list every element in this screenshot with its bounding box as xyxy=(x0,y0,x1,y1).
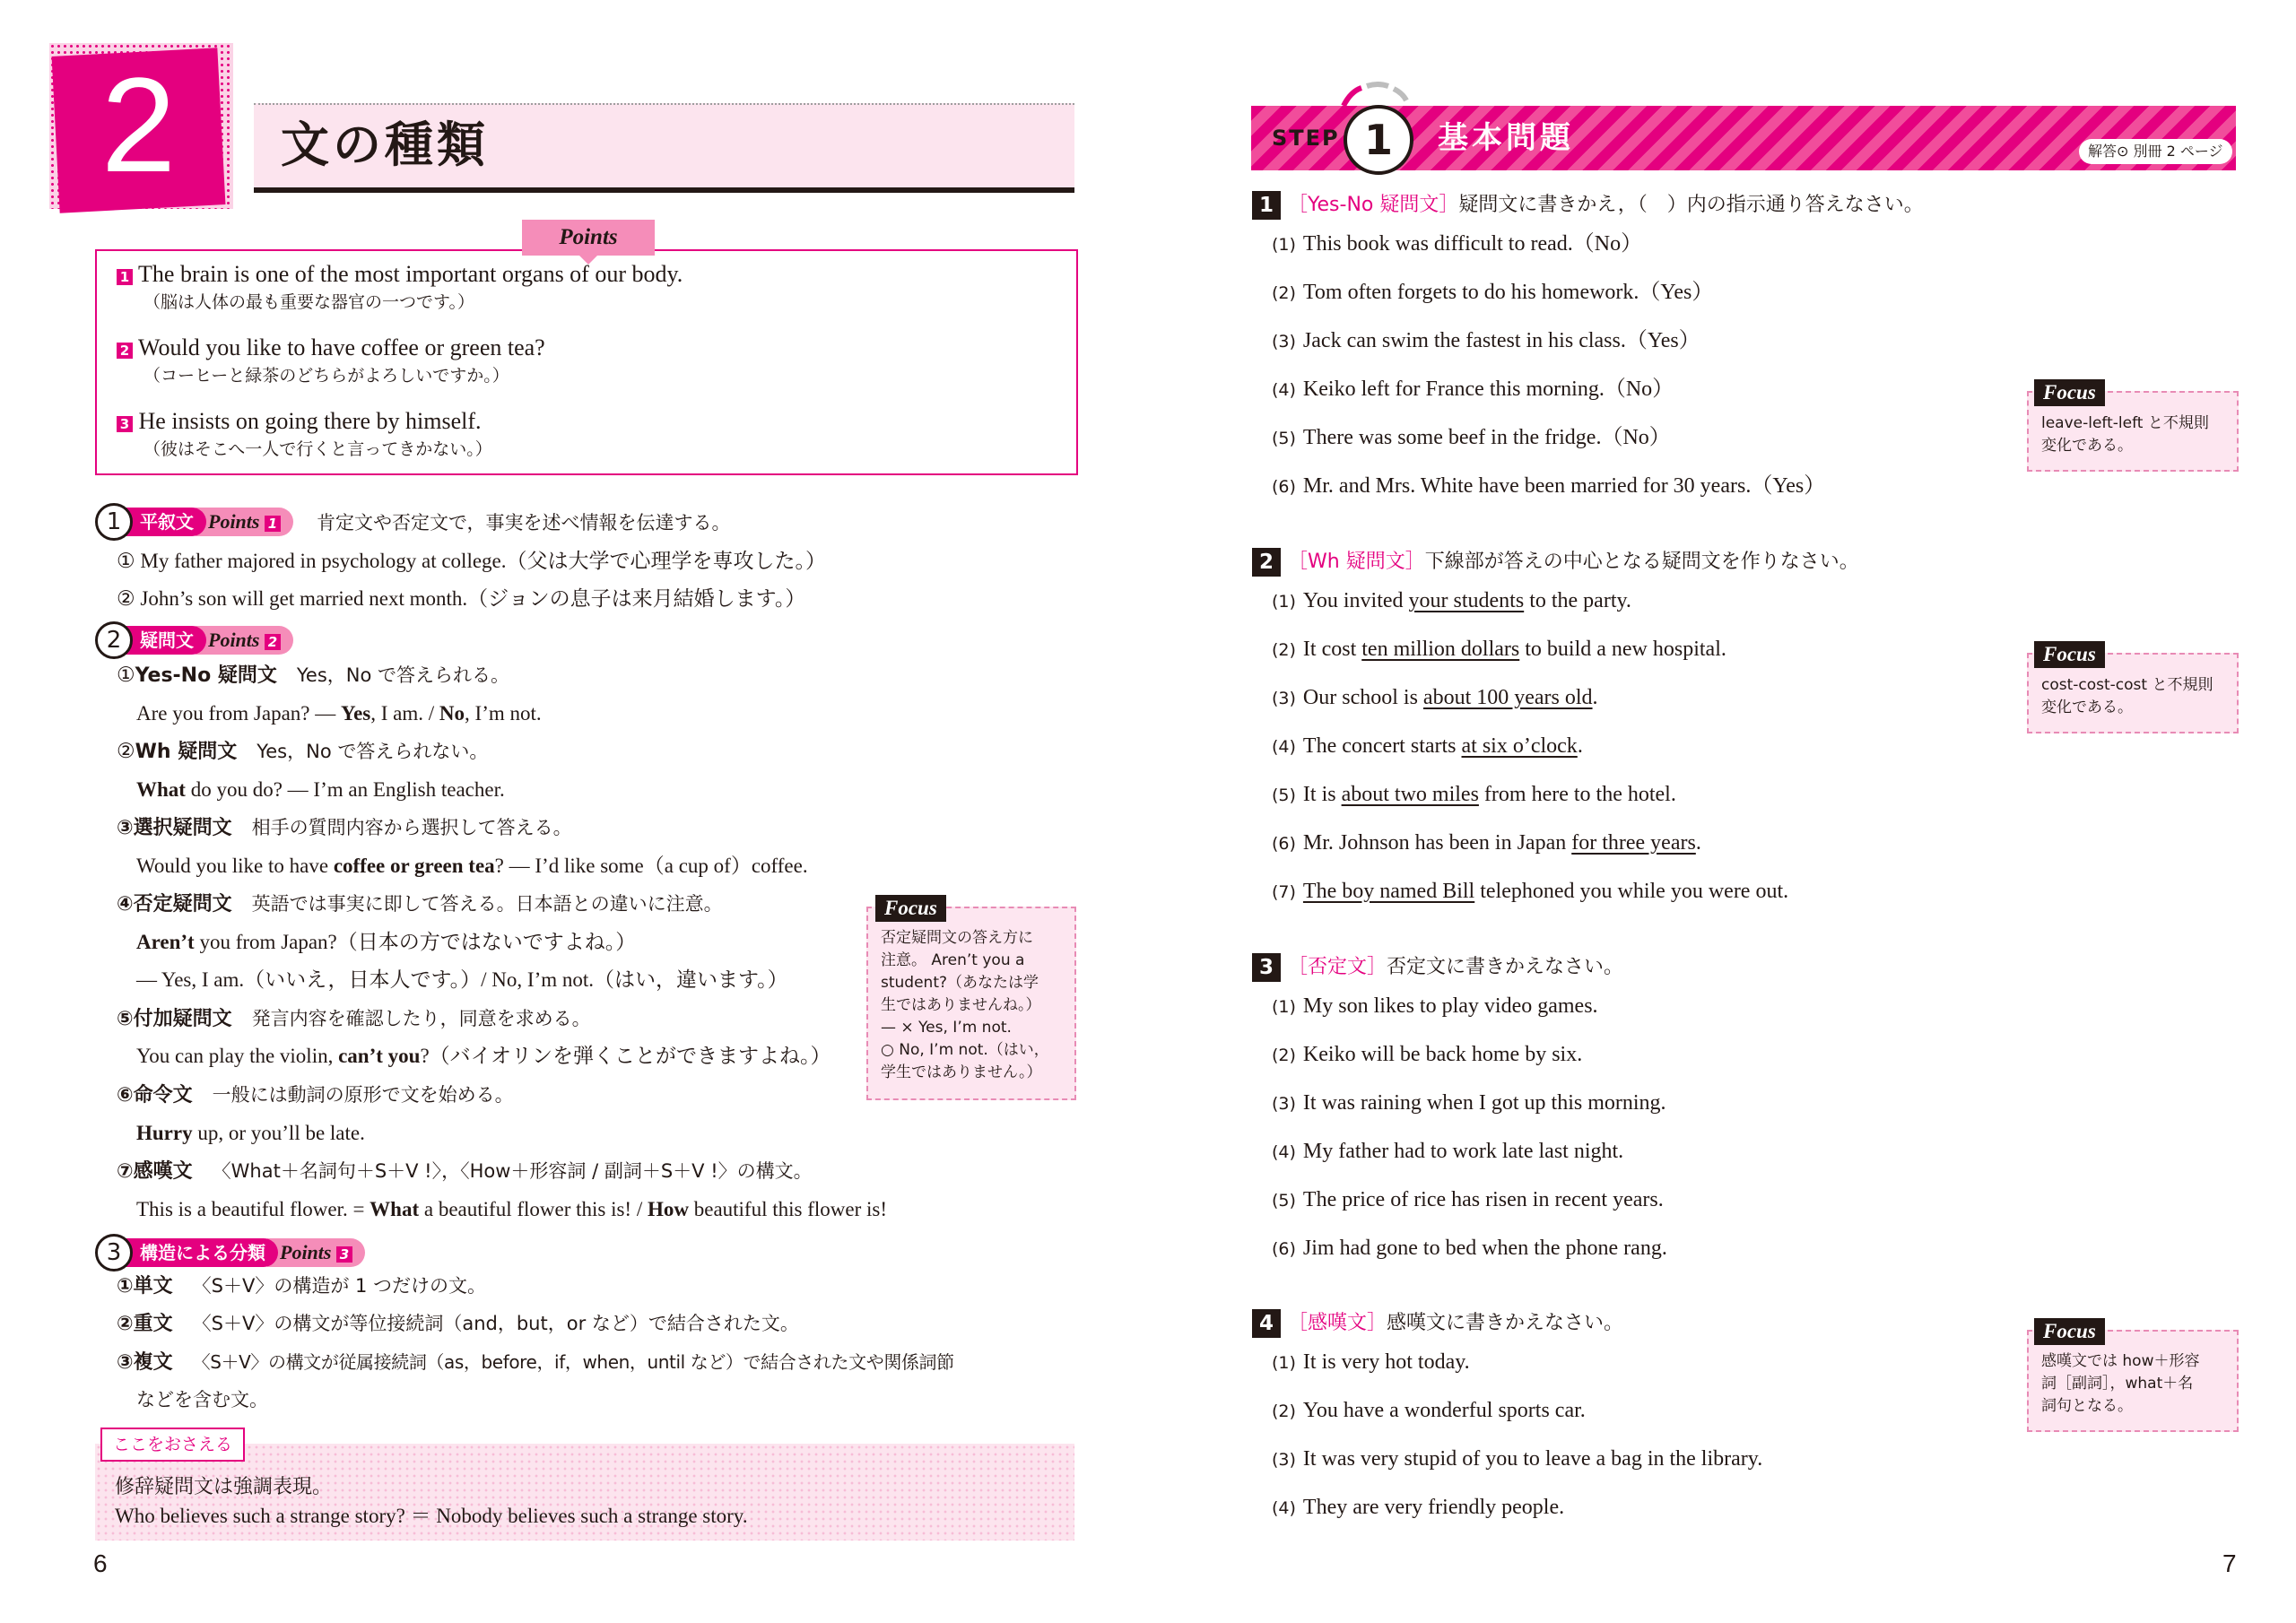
question-1-header xyxy=(1252,191,1924,220)
point-number: 3 xyxy=(117,416,133,432)
question-item: (3) It was raining when I got up this morning. xyxy=(1272,1091,1666,1115)
question-item: (5) The price of rice has risen in recent years. xyxy=(1272,1188,1664,1211)
question-item: (4) They are very friendly people. xyxy=(1272,1496,1565,1519)
key-point-line-2: Who believes such a strange story? ＝ Nobody believes such a strange story. xyxy=(115,1505,748,1527)
question-instruction: 疑問文に書きかえ，（ ）内の指示通り答えなさい。 xyxy=(1458,194,1924,216)
section-1-example-1: ① My father majored in psychology at college.（父は大学で心理学を専攻した。） xyxy=(117,550,826,572)
section-number: 1 xyxy=(95,503,133,541)
section-description: 肯定文や否定文で，事実を述べ情報を伝達する。 xyxy=(316,512,731,534)
point-3 xyxy=(117,406,492,462)
complex-sentence: ③複文 〈S＋V〉の構文が従属接続詞（as，before，if，when，until など）で結合された文や関係詞節 xyxy=(117,1351,954,1374)
section-label: 疑問文 xyxy=(117,626,206,655)
imperative-head: ⑥命令文 一般には動詞の原形で文を始める。 xyxy=(117,1084,514,1107)
question-number: 1 xyxy=(1252,191,1281,220)
question-item: (1) My son likes to play video games. xyxy=(1272,994,1598,1018)
question-item: (4) My father had to work late last night. xyxy=(1272,1140,1624,1163)
section-points-ref: Points 3 xyxy=(267,1238,365,1267)
question-item: (3) Jack can swim the fastest in his class.（Yes） xyxy=(1272,329,1700,352)
step-label: STEP xyxy=(1272,126,1340,151)
question-instruction: 感嘆文に書きかえなさい。 xyxy=(1387,1312,1624,1334)
complex-sentence-cont: などを含む文。 xyxy=(136,1389,268,1410)
question-item: (5) There was some beef in the fridge.（No） xyxy=(1272,426,1671,449)
question-4-header xyxy=(1252,1309,1623,1338)
tag-question-head: ⑤付加疑問文 発言内容を確認したり，同意を求める。 xyxy=(117,1008,591,1030)
question-item: (1) This book was difficult to read.（No） xyxy=(1272,232,1643,256)
step-title: 基本問題 xyxy=(1438,120,1574,156)
exclamatory-example: This is a beautiful flower. = What a beautiful flower this is! / How beautiful this flower is! xyxy=(136,1198,887,1220)
question-item: (4) Keiko left for France this morning.（No） xyxy=(1272,378,1674,401)
question-item: (2) You have a wonderful sports car. xyxy=(1272,1399,1586,1422)
section-points-ref: Points 1 xyxy=(196,508,293,536)
exclamatory-head: ⑦感嘆文 〈What＋名詞句＋S＋V !〉，〈How＋形容詞 / 副詞＋S＋V !〉の構文。 xyxy=(117,1160,813,1183)
wh-question-example: What do you do? — I’m an English teacher. xyxy=(136,778,505,801)
question-item: (3) It was very stupid of you to leave a bag in the library. xyxy=(1272,1447,1763,1471)
focus-label: Focus xyxy=(2034,1318,2105,1345)
step-number: 1 xyxy=(1344,105,1413,175)
question-item: (1) You invited your students to the party. xyxy=(1272,589,1631,612)
page-number-right: 7 xyxy=(2222,1549,2237,1577)
question-instruction: 否定文に書きかえなさい。 xyxy=(1387,956,1624,978)
simple-sentence: ①単文 〈S＋V〉の構造が 1 つだけの文。 xyxy=(117,1275,487,1298)
focus-text: 感嘆文では how＋形容 詞［副詞］，what＋名 詞句となる。 xyxy=(2041,1352,2200,1415)
question-item: (2) Tom often forgets to do his homework.（Yes） xyxy=(1272,281,1714,304)
yes-no-question-example: Are you from Japan? — Yes, I am. / No, I’m not. xyxy=(136,702,542,725)
section-1-header xyxy=(95,503,731,541)
question-tag: ［Wh 疑問文］ xyxy=(1288,551,1425,573)
focus-text: leave-left-left と不規則 変化である。 xyxy=(2041,414,2209,455)
question-number: 4 xyxy=(1252,1309,1281,1338)
question-number: 2 xyxy=(1252,548,1281,577)
focus-label: Focus xyxy=(2034,641,2105,668)
yes-no-question-head: ①Yes-No 疑問文 Yes，No で答えられる。 xyxy=(117,664,510,687)
point-english: He insists on going there by himself. xyxy=(138,408,482,434)
question-item: (6) Jim had gone to bed when the phone rang. xyxy=(1272,1237,1667,1260)
point-japanese: （脳は人体の最も重要な器官の一つです。） xyxy=(144,292,474,312)
question-item: (2) It cost ten million dollars to build a new hospital. xyxy=(1272,638,1726,661)
negative-question-head: ④否定疑問文 英語では事実に即して答える。日本語との違いに注意。 xyxy=(117,893,723,916)
question-item: (6) Mr. and Mrs. White have been married for 30 years.（Yes） xyxy=(1272,474,1826,498)
chapter-number: 2 xyxy=(100,49,177,200)
point-2 xyxy=(117,333,545,388)
negative-question-example-1: Aren’t you from Japan?（日本の方ではないですよね。） xyxy=(136,931,637,953)
question-item: (1) It is very hot today. xyxy=(1272,1350,1470,1374)
point-japanese: （コーヒーと緑茶のどちらがよろしいですか。） xyxy=(144,366,509,386)
question-item: (7) The boy named Bill telephoned you while you were out. xyxy=(1272,880,1789,903)
section-number: 3 xyxy=(95,1234,133,1271)
key-point-label: ここをおさえる xyxy=(100,1428,245,1462)
question-item: (5) It is about two miles from here to the hotel. xyxy=(1272,783,1676,806)
question-3-header xyxy=(1252,953,1623,982)
question-2-header xyxy=(1252,548,1859,577)
section-3-header xyxy=(95,1234,365,1271)
point-japanese: （彼はそこへ一人で行くと言ってきかない。） xyxy=(144,439,492,459)
question-number: 3 xyxy=(1252,953,1281,982)
focus-label: Focus xyxy=(875,895,946,922)
points-label: Points xyxy=(522,220,655,256)
alternative-question-example: Would you like to have coffee or green tea? — I’d like some（a cup of）coffee. xyxy=(136,855,808,877)
question-tag: ［否定文］ xyxy=(1288,956,1387,978)
question-instruction: 下線部が答えの中心となる疑問文を作りなさい。 xyxy=(1424,551,1859,573)
point-1 xyxy=(117,259,683,315)
section-label: 構造による分類 xyxy=(117,1238,278,1267)
focus-text: cost-cost-cost と不規則 変化である。 xyxy=(2041,676,2213,716)
compound-sentence: ②重文 〈S＋V〉の構文が等位接続詞（and，but，or など）で結合された文。 xyxy=(117,1313,799,1335)
point-number: 1 xyxy=(117,269,133,285)
negative-question-example-2: — Yes, I am.（いいえ，日本人です。）/ No, I’m not.（はい，違います。） xyxy=(136,968,788,991)
point-english: Would you like to have coffee or green tea? xyxy=(138,334,545,360)
section-2-header xyxy=(95,621,293,659)
step-decoration xyxy=(1338,81,1412,108)
question-item: (2) Keiko will be back home by six. xyxy=(1272,1043,1583,1066)
section-label: 平叙文 xyxy=(117,508,206,536)
wh-question-head: ②Wh 疑問文 Yes，No で答えられない。 xyxy=(117,740,489,763)
point-number: 2 xyxy=(117,343,133,359)
section-points-ref: Points 2 xyxy=(196,626,293,655)
point-english: The brain is one of the most important organs of our body. xyxy=(138,261,683,287)
answer-reference: 解答⊙ 別冊 2 ページ xyxy=(2079,139,2232,164)
question-tag: ［感嘆文］ xyxy=(1288,1312,1387,1334)
question-tag: ［Yes-No 疑問文］ xyxy=(1288,194,1459,216)
alternative-question-head: ③選択疑問文 相手の質問内容から選択して答える。 xyxy=(117,817,572,839)
imperative-example: Hurry up, or you’ll be late. xyxy=(136,1122,365,1144)
focus-text: 否定疑問文の答え方に 注意。 Aren’t you a student?（あなたは学 生ではありませんね。） — × Yes, I’m not. ○ No, I’m not.（はい， 学生ではありません。） xyxy=(881,929,1049,1081)
question-item: (6) Mr. Johnson has been in Japan for three years. xyxy=(1272,831,1701,855)
focus-label: Focus xyxy=(2034,379,2105,406)
key-point-line-1: 修辞疑問文は強調表現。 xyxy=(115,1476,333,1498)
page-number-left: 6 xyxy=(93,1549,108,1577)
question-item: (3) Our school is about 100 years old. xyxy=(1272,686,1598,709)
tag-question-example: You can play the violin, can’t you?（バイオリンを弾くことができますよね。） xyxy=(136,1045,831,1067)
chapter-title: 文の種類 xyxy=(281,117,489,173)
section-1-example-2: ② John’s son will get married next month.（ジョンの息子は来月結婚します。） xyxy=(117,587,806,610)
question-item: (4) The concert starts at six o’clock. xyxy=(1272,734,1583,758)
section-number: 2 xyxy=(95,621,133,659)
